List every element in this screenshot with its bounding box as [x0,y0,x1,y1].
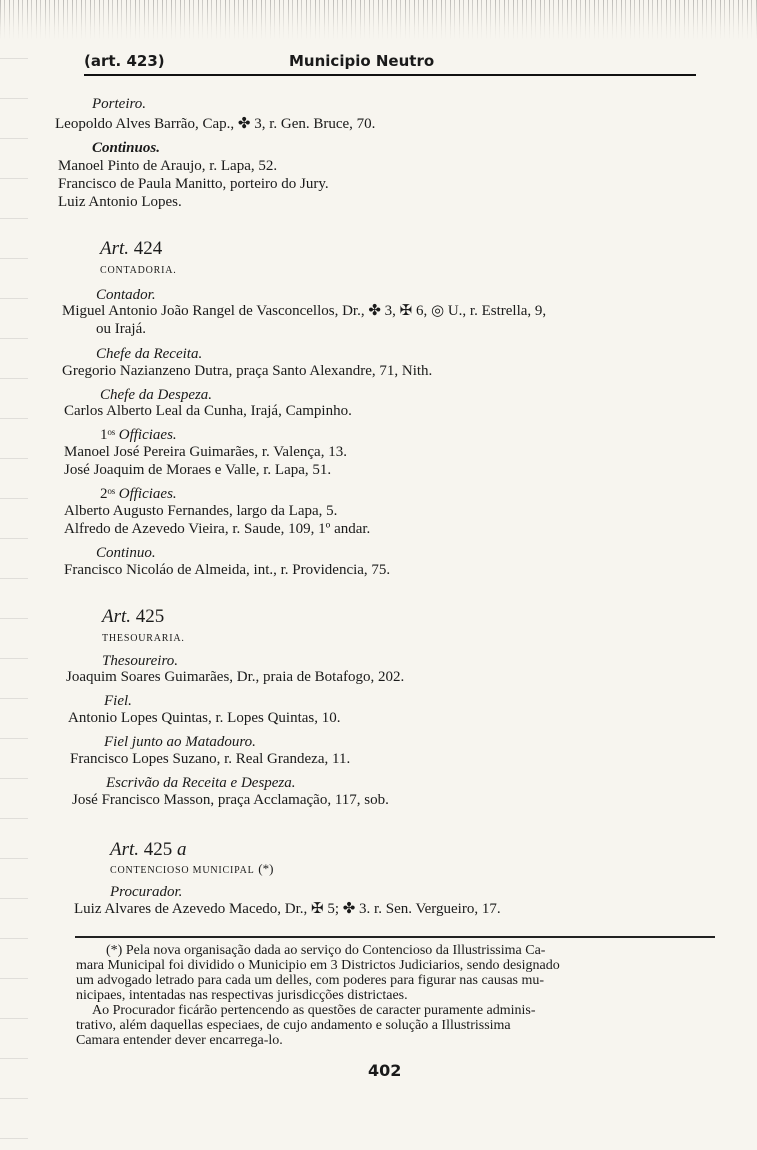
heading-fiel-matadouro: Fiel junto ao Matadouro. [104,734,256,750]
footnote-line-1: (*) Pela nova organisação dada ao serviço do Contencioso da Illustrissima Ca- [106,943,546,958]
article-label: Art. [102,606,132,627]
article-number: 424 [133,238,163,259]
heading-porteiro: Porteiro. [92,96,147,112]
heading-continuos: Continuos. [92,140,160,156]
dept-contencioso [110,860,273,878]
footnote-line-2: mara Municipal foi dividido o Municipio em 3 Districtos Judiciarios, sendo designado [76,958,560,973]
entry-officiaes-2-2: Alfredo de Azevedo Vieira, r. Saude, 109, 1º andar. [64,521,371,537]
heading-officiaes-2 [100,485,177,503]
heading-continuo: Continuo. [96,545,156,561]
footnote-line-6: trativo, além daquellas especiaes, de cujo andamento e solução a Illustrissima [76,1018,511,1033]
heading-thesoureiro: Thesoureiro. [102,653,178,669]
dept-contadoria: CONTADORIA. [100,265,177,276]
entry-fiel: Antonio Lopes Quintas, r. Lopes Quintas, 10. [68,710,341,726]
header-article-ref: (art. 423) [84,52,165,70]
heading-text: Officiaes. [118,486,177,502]
footnote-rule [75,936,715,938]
heading-fiel: Fiel. [104,693,132,709]
footnote-line-5: Ao Procurador ficárão pertencendo as questões de caracter puramente adminis- [92,1003,536,1018]
entry-thesoureiro: Joaquim Soares Guimarães, Dr., praia de Botafogo, 202. [66,669,405,685]
entry-continuo-1: Manoel Pinto de Araujo, r. Lapa, 52. [58,158,278,174]
article-suffix: a [177,839,187,860]
heading-officiaes-1 [100,426,177,444]
header-title: Municipio Neutro [289,52,435,70]
heading-text: Officiaes. [118,427,177,443]
heading-chefe-despeza: Chefe da Despeza. [100,387,213,403]
entry-officiaes-2-1: Alberto Augusto Fernandes, largo da Lapa, 5. [64,503,338,519]
heading-chefe-receita: Chefe da Receita. [96,346,203,362]
article-424-title [100,238,162,260]
article-425a-title [110,839,187,861]
running-header [84,50,696,76]
entry-continuo-2: Francisco de Paula Manitto, porteiro do Jury. [58,176,329,192]
entry-officiaes-1-1: Manoel José Pereira Guimarães, r. Valença, 13. [64,444,347,460]
entry-chefe-despeza: Carlos Alberto Leal da Cunha, Irajá, Campinho. [64,403,352,419]
article-number: 425 [135,606,165,627]
footnote-line-7: Camara entender dever encarrega-lo. [76,1033,283,1048]
entry-contador-1: Miguel Antonio João Rangel de Vasconcellos, Dr., ✤ 3, ✠ 6, ◎ U., r. Estrella, 9, [62,303,547,319]
footnote-line-3: um advogado letrado para cada um delles, com poderes para figurar nas causas mu- [76,973,545,988]
entry-chefe-receita: Gregorio Nazianzeno Dutra, praça Santo Alexandre, 71, Nith. [62,363,433,379]
ordinal-prefix: 1ᵒˢ [100,427,116,443]
heading-escrivao: Escrivão da Receita e Despeza. [106,775,296,791]
entry-fiel-matadouro: Francisco Lopes Suzano, r. Real Grandeza, 11. [70,751,351,767]
entry-contador-2: ou Irajá. [96,321,146,337]
heading-procurador: Procurador. [110,884,183,900]
entry-escrivao: José Francisco Masson, praça Acclamação, 117, sob. [72,792,389,808]
scan-noise-left [0,40,28,1150]
entry-continuo: Francisco Nicoláo de Almeida, int., r. Providencia, 75. [64,562,391,578]
scan-noise-top [0,0,757,40]
article-number: 425 [143,839,173,860]
dept-thesouraria: THESOURARIA. [102,633,185,644]
heading-contador: Contador. [96,287,156,303]
article-425-title [102,606,164,628]
ordinal-prefix: 2ᵒˢ [100,486,116,502]
footnote-line-4: nicipaes, intentadas nas respectivas jurisdicções districtaes. [76,988,408,1003]
dept-name: CONTENCIOSO MUNICIPAL [110,865,255,876]
page-number: 402 [368,1061,402,1080]
footnote-marker: (*) [258,861,274,876]
entry-continuo-3: Luiz Antonio Lopes. [58,194,182,210]
article-label: Art. [110,839,140,860]
entry-procurador: Luiz Alvares de Azevedo Macedo, Dr., ✠ 5; ✤ 3. r. Sen. Vergueiro, 17. [74,901,501,917]
entry-officiaes-1-2: José Joaquim de Moraes e Valle, r. Lapa, 51. [64,462,332,478]
article-label: Art. [100,238,130,259]
entry-porteiro: Leopoldo Alves Barrão, Cap., ✤ 3, r. Gen. Bruce, 70. [55,116,376,132]
